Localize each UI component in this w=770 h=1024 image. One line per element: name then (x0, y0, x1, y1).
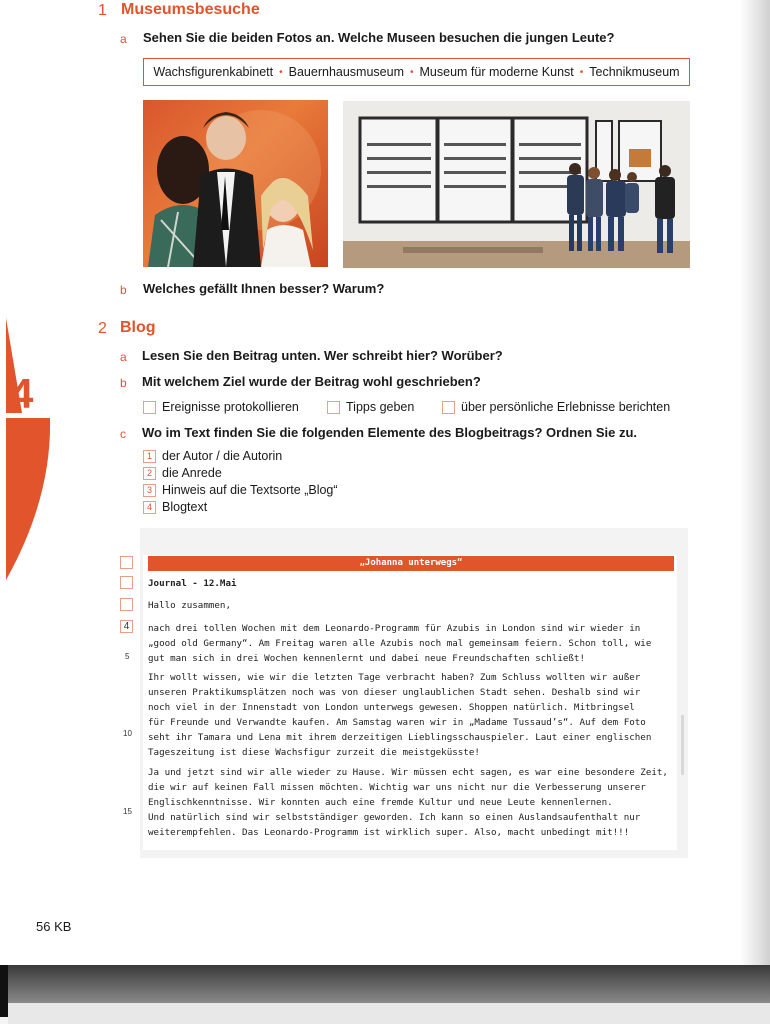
blog-date: Journal - 12.Mai (148, 578, 237, 589)
word-box-separator: • (579, 66, 584, 78)
blog-header: „Johanna unterwegs“ (148, 556, 674, 571)
option-label: Ereignisse protokollieren (162, 400, 299, 414)
blog-line: Ihr wollt wissen, wie wir die letzten Tage verbracht haben? Zum Schluss wollten wir außer (148, 672, 641, 683)
section2-title: Blog (120, 319, 156, 336)
line-number: 10 (123, 729, 132, 738)
item-label: Blogtext (162, 500, 208, 514)
word-box-item: Museum für moderne Kunst (419, 65, 574, 79)
section2-task-b: Mit welchem Ziel wurde der Beitrag wohl geschrieben? (142, 374, 481, 389)
blog-scrollbar[interactable] (681, 715, 684, 775)
item-label: der Autor / die Autorin (162, 449, 283, 463)
line-number: 5 (125, 652, 130, 661)
item-number: 4 (143, 501, 156, 514)
chapter-number: 4 (10, 370, 34, 417)
list-item (143, 483, 338, 497)
blog-line: noch viel in der Innenstadt von London unterwegs gewesen. Shoppen natürlich. Mitbringsel (148, 702, 635, 713)
blog-line: nach drei tollen Wochen mit dem Leonardo-Programm für Azubis in London sind wir wieder in (148, 623, 641, 634)
blog-line: Tageszeitung ist diese Wachsfigur zurzeit die meistgeküsste! (148, 747, 480, 758)
section1-task-b: Welches gefällt Ihnen besser? Warum? (143, 281, 385, 296)
blog-line: seht ihr Tamara und Lena mit ihrem derzeitigen Lieblingsschauspieler. Laut einer englischen (148, 732, 652, 743)
section1-title: Museumsbesuche (121, 1, 260, 18)
item-number: 1 (143, 450, 156, 463)
word-box (143, 58, 690, 86)
checkbox[interactable] (327, 401, 340, 414)
option-erlebnisse[interactable] (442, 400, 670, 414)
book-code: KB (54, 919, 72, 934)
section1-task-a: Sehen Sie die beiden Fotos an. Welche Museen besuchen die jungen Leute? (143, 30, 615, 45)
section1-task-b-letter: b (120, 283, 127, 297)
chapter-tab-shape (6, 418, 50, 580)
section2-task-c-letter: c (120, 427, 126, 441)
answer-box[interactable] (120, 576, 133, 589)
section2-task-c: Wo im Text finden Sie die folgenden Elemente des Blogbeitrags? Ordnen Sie zu. (142, 425, 638, 440)
section1-task-a-letter: a (120, 32, 127, 46)
answer-box[interactable] (120, 598, 133, 611)
section1-number: 1 (98, 2, 107, 19)
item-label: Hinweis auf die Textsorte „Blog“ (162, 483, 338, 497)
option-label: Tipps geben (346, 400, 415, 414)
answer-box-filled[interactable]: 4 (120, 620, 133, 633)
photo-wax-museum (143, 100, 328, 267)
photo-wax-museum-illustration (143, 100, 328, 267)
blog-line: Und natürlich sind wir selbstständiger geworden. Ich kann so einen Auslandsaufenthalt nur (148, 812, 641, 823)
blog-line: für Freunde und Verwandte kaufen. Am Samstag waren wir in „Madame Tussaud’s“. Auf dem Foto (148, 717, 646, 728)
photo-museum-illustration (343, 101, 690, 268)
option-label: über persönliche Erlebnisse berichten (461, 400, 671, 414)
blog-line: Ja und jetzt sind wir alle wieder zu Hause. Wir müssen echt sagen, es war eine besondere Zeit, (148, 767, 668, 778)
answer-box[interactable] (120, 556, 133, 569)
line-number: 15 (123, 807, 132, 816)
scan-bottom-light (8, 1003, 770, 1024)
blog-line: „good old Germany“. Am Freitag waren alle Azubis noch mal gemeinsam feiern. Schon toll, wie (148, 638, 652, 649)
option-tipps[interactable] (327, 400, 414, 414)
word-box-separator: • (410, 66, 414, 78)
page-footer (36, 919, 71, 934)
word-box-separator: • (279, 66, 283, 78)
checkbox[interactable] (442, 401, 455, 414)
photo-modern-art-museum (343, 101, 690, 268)
section2-task-a-letter: a (120, 350, 127, 364)
option-protokollieren[interactable] (143, 400, 299, 414)
word-box-item: Technikmuseum (589, 65, 680, 79)
blog-line: die wir auf keinen Fall missen möchten. Wichtig war uns nicht nur die Verbesserung unserer (148, 782, 646, 793)
list-item (143, 449, 282, 463)
list-item (143, 466, 222, 480)
word-box-item: Bauernhausmuseum (288, 65, 404, 79)
page-number: 56 (36, 919, 51, 934)
page-edge-shadow (740, 0, 770, 965)
word-box-item: Wachsfigurenkabinett (153, 65, 274, 79)
blog-line: gut man sich in drei Wochen kennenlernt und dabei neue Freundschaften schließt! (148, 653, 585, 664)
scan-bottom-dark (8, 965, 770, 1003)
scan-bottom-edge (0, 965, 8, 1017)
section2-task-a: Lesen Sie den Beitrag unten. Wer schreibt hier? Worüber? (142, 348, 503, 363)
item-label: die Anrede (162, 466, 222, 480)
checkbox[interactable] (143, 401, 156, 414)
chapter-tab (0, 318, 60, 588)
section2-number: 2 (98, 320, 107, 337)
blog-line: unseren Praktikumsplätzen noch was von dieser unglaublichen Stadt sehen. Deshalb sind wir (148, 687, 641, 698)
item-number: 3 (143, 484, 156, 497)
item-number: 2 (143, 467, 156, 480)
section2-task-b-letter: b (120, 376, 127, 390)
blog-greeting: Hallo zusammen, (148, 600, 231, 611)
list-item (143, 500, 207, 514)
blog-line: Englischkenntnisse. Wir konnten auch eine fremde Kultur und neue Leute kennenlernen. (148, 797, 613, 808)
blog-line: weiterempfehlen. Das Leonardo-Programm ist wirklich super. Also, macht unbedingt mit!!! (148, 827, 630, 838)
